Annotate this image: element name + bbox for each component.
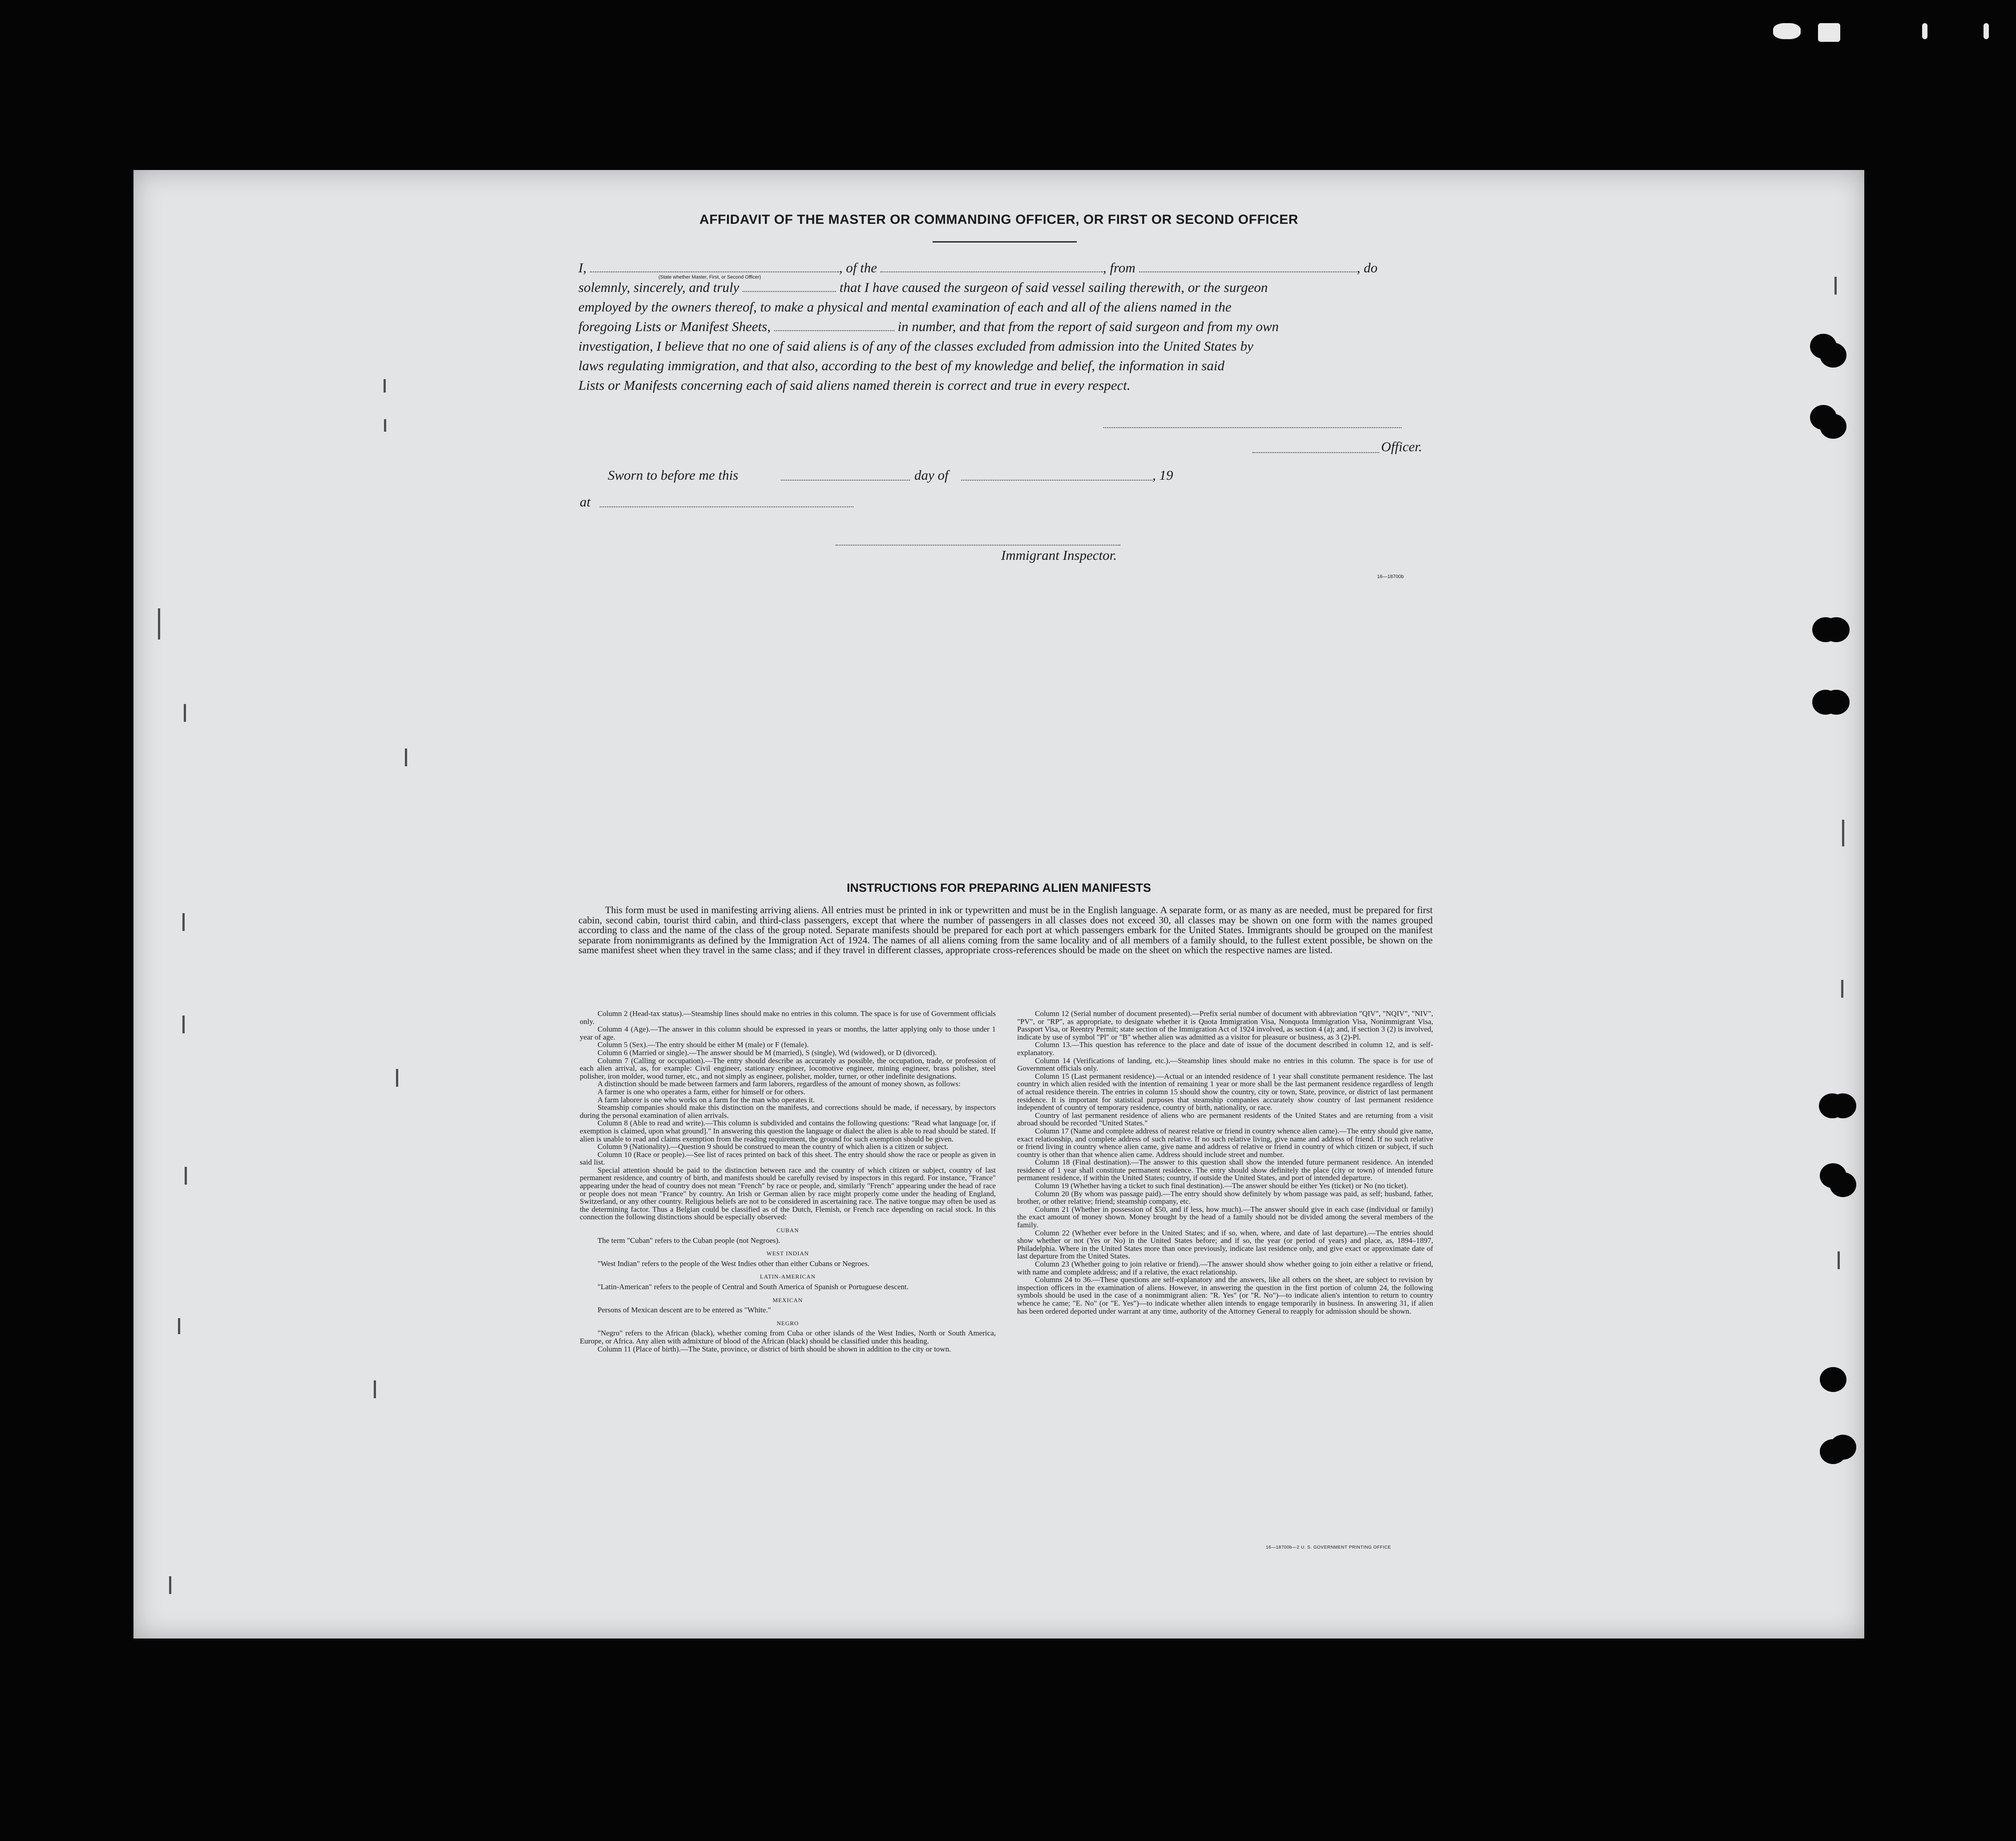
instr-race-distinction: Special attention should be paid to the distinction between race and the country of which citizen or subject, country of last permanent residence, and country of birth, and manifests should be carefully revised by inspectors in this regard. For instance, "France" appearing under the head of country does not mean "French" by race or people, and, similarly "French" appearing under the head of race or people does not mean "France" by country. An Irish or German alien by race might properly come under the heading of England, Switzerland, or any other country. Religious beliefs are not to be considered in ascertaining race. The native tongue may often be used as the determining factor. Thus a Belgian could be classified as of the Dutch, Flemish, or French race depending on racial stock. In this connection the following distinctions should be especially observed: [580, 1165, 996, 1222]
margin-mark [158, 608, 160, 639]
punch-hole [1830, 1093, 1856, 1118]
oath-line-2 [578, 278, 1433, 297]
oath-line-5: investigation, I believe that no one of said aliens is of any of the classes excluded from admission into the United States by [578, 338, 1253, 354]
oath-line-1 [578, 258, 1433, 278]
officer-signature-line[interactable] [1103, 427, 1402, 428]
film-frame-mark [1773, 23, 1801, 39]
margin-mark [384, 379, 386, 392]
instructions-left-column [580, 1010, 996, 1353]
heading-negro: NEGRO [776, 1319, 799, 1327]
instr-col24-36: Columns 24 to 36.—These questions are self-explanatory and the answers, like all others on the sheet, are subject to revision by inspection officers in the examination of aliens. However, in answering the question in the first portion of column 24, the following symbols should be used in the case of a nonimmigrant alien: "R. Yes" (or "R. No")—to indicate alien's intention to return to country whence he came; "E. No" (or "E. Yes")—to indicate whether alien intends to engage temporarily in business. In answering 31, if alien has been ordered deported under warrant at any time, authority of the Attorney General to reapply for admission should be shown. [1017, 1275, 1433, 1315]
margin-mark [185, 1167, 187, 1185]
officer-rank-note: (State whether Master, First, or Second Officer) [659, 275, 761, 280]
sworn-label: Sworn to before me this [608, 467, 739, 483]
margin-mark [1838, 1251, 1840, 1269]
title-underline [933, 241, 1077, 243]
sworn-month-line[interactable] [961, 480, 1152, 481]
sworn-day-line[interactable] [781, 480, 910, 481]
instr-negro: "Negro" refers to the African (black), whether coming from Cuba or other islands of the West Indies, North or South America, Europe, or Africa. Any alien with admixture of blood of the African (black) should be classified under this heading. [580, 1329, 996, 1345]
instr-col5: Column 5 (Sex).—The entry should be either M (male) or F (female). [598, 1040, 809, 1049]
instr-col11: Column 11 (Place of birth).—The State, province, or district of birth should be shown in addition to the city or town. [598, 1344, 951, 1353]
printing-office-code: 16—18700b—2 U. S. GOVERNMENT PRINTING OFFICE [1266, 1545, 1391, 1550]
instr-col10: Column 10 (Race or people).—See list of races printed on back of this sheet. The entry should show the race or people as given in said list. [580, 1150, 996, 1167]
instr-col6: Column 6 (Married or single).—The answer should be M (married), S (single), Wd (widowed), or D (divorced). [598, 1048, 937, 1057]
day-of-label: day of [914, 467, 949, 483]
oath-solemnly: solemnly, sincerely, and truly [578, 279, 739, 295]
margin-mark [178, 1318, 180, 1334]
instr-col17: Column 17 (Name and complete address of nearest relative or friend in country whence alien came).—The entry should give name, exact relationship, and complete address of such relative. If no such relative living, give name and address of friend. If no such relative or friend living in country whence alien came, give name and address of relative or friend in country of which citizen or subject, if such country is other than that whence alien came. Address should include street and number. [1017, 1126, 1433, 1159]
affidavit-title: AFFIDAVIT OF THE MASTER OR COMMANDING OFFICER, OR FIRST OR SECOND OFFICER [699, 212, 1298, 227]
instr-col7: Column 7 (Calling or occupation).—The entry should describe as accurately as possible, the occupation, trade, or profession of each alien arrival, as, for example: Civil engineer, stationary engineer, locomotive engineer, mining engineer, brass polisher, steel polisher, iron molder, wood turner, etc., and not simply as engineer, polisher, molder, turner, or other indefinite designations. [580, 1056, 996, 1080]
instr-col22: Column 22 (Whether ever before in the United States; and if so, when, where, and date of last departure).—The entries should show whether or not (Yes or No) in the United States before; and if so, the year (or period of years) and place, as, 1894–1897, Philadelphia. Where in the United States more than once previously, indicate last residence only, and give exact or approximate date of last departure from the United States. [1017, 1228, 1433, 1261]
film-frame-mark [1984, 23, 1989, 39]
instr-col9: Column 9 (Nationality).—Question 9 should be construed to mean the country of which alien is a citizen or subject. [598, 1142, 949, 1151]
officer-rank-blank[interactable] [590, 260, 839, 272]
oath-line-7: Lists or Manifests concerning each of said aliens named therein is correct and true in every respect. [578, 377, 1131, 393]
instr-latin-american: "Latin-American" refers to the people of Central and South America of Spanish or Portuguese descent. [598, 1283, 909, 1291]
instr-farmer-distinction: A distinction should be made between farmers and farm laborers, regardless of the amount of money shown, as follows: [598, 1080, 961, 1088]
vessel-name-blank[interactable] [881, 260, 1103, 272]
instr-col15: Column 15 (Last permanent residence).—Actual or an intended residence of 1 year shall constitute permanent residence. The last country in which alien resided with the intention of remaining 1 year or more shall be the last permanent residence regardless of length of actual residence therein. The entries in column 15 should show the country, city or town, State, province, or district of last permanent residence. It is important for statistical purposes that steamship companies accurately show country of last permanent residence independent of country of temporary residence, country of birth, nationality, or race. [1017, 1072, 1433, 1112]
instr-col8: Column 8 (Able to read and write).—This column is subdivided and contains the following questions: "Read what language [or, if exemption is claimed, upon what ground]." In answering this question the language or dialect the alien is able to read should be stated. If alien is unable to read and claims exemption from the reading requirement, the ground for such exemption should be given. [580, 1119, 996, 1143]
sheet-count-blank[interactable] [774, 319, 894, 331]
oath-foregoing: foregoing Lists or Manifest Sheets, [578, 319, 771, 334]
margin-mark [1841, 980, 1843, 998]
heading-cuban: CUBAN [776, 1227, 799, 1234]
oath-word-i: I, [578, 260, 587, 275]
instr-col21: Column 21 (Whether in possession of $50, and if less, how much).—The answer should give in each case (individual or family) the exact amount of money shown. Money brought by the head of a family should not be divided among the several members of the family. [1017, 1205, 1433, 1230]
margin-mark [182, 913, 185, 931]
margin-mark [396, 1069, 398, 1087]
film-frame-mark [1922, 23, 1927, 39]
officer-title-line[interactable] [1252, 452, 1379, 453]
oath-line-2-rest: that I have caused the surgeon of said vessel sailing therewith, or the surgeon [839, 279, 1268, 295]
oath-line-6: laws regulating immigration, and that also, according to the best of my knowledge and belief, the information in said [578, 358, 1225, 373]
margin-mark [384, 419, 386, 432]
margin-mark [182, 1016, 185, 1033]
instr-col2: Column 2 (Head-tax status).—Steamship lines should make no entries in this column. The space is for use of Government officials only. [580, 1009, 996, 1026]
oath-line-4-rest: in number, and that from the report of said surgeon and from my own [897, 319, 1279, 334]
instr-col13: Column 13.—This question has reference to the place and date of issue of the document described in column 12, and is self-explanatory. [1017, 1040, 1433, 1057]
instr-col4: Column 4 (Age).—The answer in this column should be expressed in years or months, the latter applying only to those under 1 year of age. [580, 1025, 996, 1041]
instructions-right-column [1017, 1010, 1433, 1315]
instr-cuban: The term "Cuban" refers to the Cuban people (not Negroes). [598, 1236, 780, 1245]
oath-of-the: , of the [839, 260, 877, 275]
instr-farm-laborer: A farm laborer is one who works on a farm for the man who operates it. [598, 1095, 815, 1104]
instr-col19: Column 19 (Whether having a ticket to such final destination).—The answer should be either Yes (ticket) or No (no ticket). [1035, 1181, 1408, 1190]
oath-line-4 [578, 317, 1433, 336]
film-frame-mark [1818, 23, 1840, 42]
instr-mexican: Persons of Mexican descent are to be entered as "White." [598, 1306, 771, 1315]
instructions-title: INSTRUCTIONS FOR PREPARING ALIEN MANIFESTS [846, 881, 1151, 894]
margin-mark [169, 1576, 171, 1594]
instr-col20: Column 20 (By whom was passage paid).—The entry should show definitely by whom passage was paid, as self; husband, father, brother, or other relative; friend; steamship company, etc. [1017, 1189, 1433, 1206]
year-label: , 19 [1152, 467, 1173, 483]
swear-affirm-blank[interactable] [743, 279, 836, 292]
punch-hole [1820, 1367, 1846, 1392]
instructions-intro: This form must be used in manifesting arriving aliens. All entries must be printed in ink or typewritten and must be in the English language. A separate form, or as many as are needed, must be prepared for first cabin, second cabin, tourist third cabin, and third-class passengers, except that where the number of passengers in all classes does not exceed 30, all classes may be shown on one form with the names grouped according to class and the name of the class of the group noted. Separate manifests should be prepared for each port at which passengers embark for the United States. Immigrants should be grouped on the manifest separate from nonimmigrants as defined by the Immigration Act of 1924. The names of all aliens coming from the same locality and of all members of a family should, to the fullest extent possible, be shown on the same manifest sheet when they travel in the same class; and if they travel in different classes, appropriate cross-references should be made on the sheet on which the respective names are listed. [578, 904, 1433, 955]
margin-mark [184, 704, 186, 722]
affidavit-oath [578, 258, 1433, 395]
heading-latin-american: LATIN-AMERICAN [760, 1273, 816, 1280]
instr-col23: Column 23 (Whether going to join relative or friend).—The answer should show whether going to join either a relative or friend, with name and complete address; and if a relative, the exact relationship. [1017, 1260, 1433, 1276]
instr-col14: Column 14 (Verifications of landing, etc.).—Steamship lines should make no entries in this column. The space is for use of Government officials only. [1017, 1056, 1433, 1073]
heading-west-indian: WEST INDIAN [766, 1250, 809, 1257]
officer-label: Officer. [1381, 439, 1422, 454]
instr-farmer: A farmer is one who operates a farm, either for himself or for others. [598, 1087, 805, 1096]
oath-line-3: employed by the owners thereof, to make a physical and mental examination of each and all of the aliens named in the [578, 299, 1232, 315]
instr-col12: Column 12 (Serial number of document presented).—Prefix serial number of document with abbreviation "QIV", "NQIV", "NIV", "PV", or "RP", as appropriate, to designate whether it is Quota Immigration Visa, Nonquota Immigration Visa, Nonimmigrant Visa, Passport Visa, or Reentry Permit; state section of the Immigration Act of 1924 involved, as section 4 (a); and, if section 3 (2) is involved, indicate by use of symbol "Pl" or "B" whether alien was admitted as a visitor for pleasure or business, as 3 (2)-Pl. [1017, 1009, 1433, 1041]
sworn-place-line[interactable] [600, 506, 853, 507]
margin-mark [1834, 277, 1837, 295]
margin-mark [374, 1380, 376, 1398]
heading-mexican: MEXICAN [772, 1296, 803, 1303]
punch-hole [1830, 1435, 1856, 1460]
inspector-signature-line[interactable] [836, 545, 1120, 546]
instr-west-indian: "West Indian" refers to the people of the West Indies other than either Cubans or Negroes. [598, 1259, 870, 1268]
margin-mark [405, 749, 407, 766]
oath-from: , from [1103, 260, 1135, 275]
punch-hole [1820, 414, 1846, 439]
manifest-sheet [133, 170, 1864, 1639]
punch-hole [1823, 690, 1850, 715]
instr-col15-us: Country of last permanent residence of aliens who are permanent residents of the United States and are returning from a visit abroad should be recorded "United States." [1017, 1111, 1433, 1128]
inspector-label: Immigrant Inspector. [1001, 547, 1117, 563]
margin-mark [1842, 820, 1844, 846]
instr-col18: Column 18 (Final destination).—The answer to this question shall show the intended future permanent residence. An intended residence of 1 year shall constitute permanent residence. The entry should show definitely the place (city or town) of intended future permanent residence, if within the United States; country, if outside the United States, and port of intended departure. [1017, 1158, 1433, 1182]
oath-do: , do [1357, 260, 1378, 275]
punch-hole [1830, 1172, 1856, 1197]
punch-hole [1820, 343, 1846, 368]
instr-steamship-distinction: Steamship companies should make this distinction on the manifests, and corrections should be made, if necessary, by inspectors during the personal examination of alien arrivals. [580, 1103, 996, 1120]
at-label: at [580, 494, 591, 510]
form-code: 16—18700b [1377, 574, 1404, 579]
punch-hole [1823, 617, 1850, 642]
port-from-blank[interactable] [1139, 260, 1357, 272]
